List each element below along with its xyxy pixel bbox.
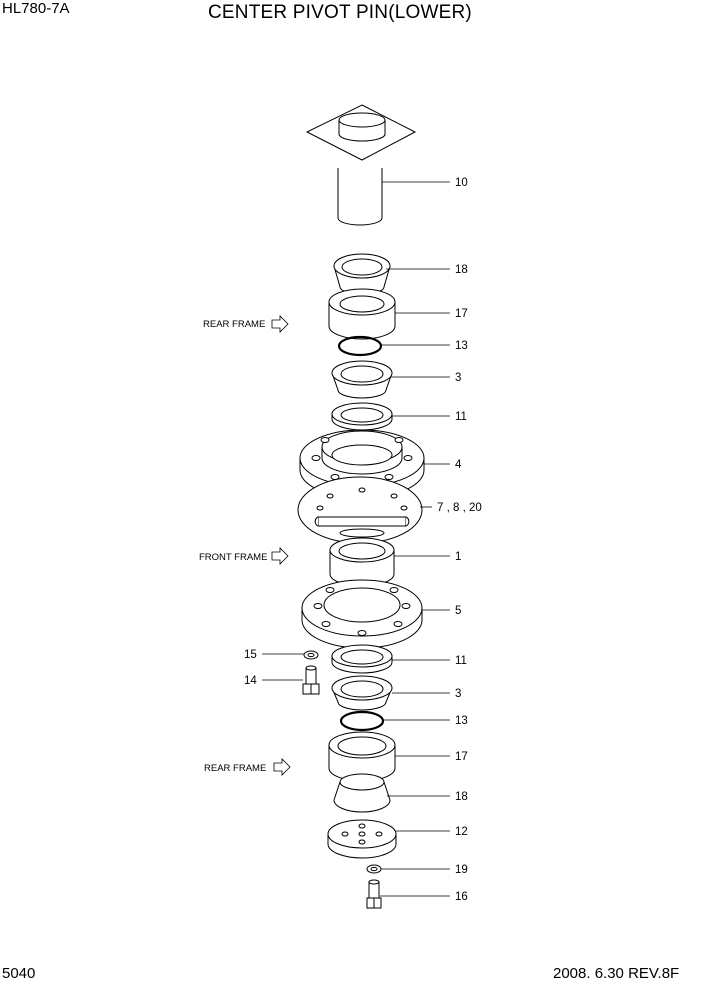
callout-12: 12 <box>455 826 468 838</box>
callout-18-lower: 18 <box>455 791 468 803</box>
arrow-icon <box>274 759 290 775</box>
side-labels <box>199 319 267 774</box>
page-number: 5040 <box>2 965 36 982</box>
arrow-icon <box>272 316 288 332</box>
arrow-icon <box>272 548 288 564</box>
callout-17-lower: 17 <box>455 751 468 763</box>
side-label-rear-frame-lower: REAR FRAME <box>204 763 267 774</box>
part-17-upper-bushing <box>329 289 395 339</box>
callout-16: 16 <box>455 891 468 903</box>
callout-13: 13 <box>455 340 468 352</box>
callout-11: 11 <box>455 411 467 423</box>
part-13-upper-oring <box>339 337 381 355</box>
part-16-bolt <box>367 880 381 908</box>
part-3-upper-cone <box>332 361 392 398</box>
callout-10: 10 <box>455 177 468 189</box>
part-3-lower-cone <box>332 676 392 710</box>
part-13-lower-oring <box>341 712 383 730</box>
callout-7-8-20: 7 , 8 , 20 <box>437 502 482 514</box>
callout-5: 5 <box>455 605 462 617</box>
callout-3: 3 <box>455 372 462 384</box>
part-11-lower-shim <box>332 645 392 673</box>
callout-17: 17 <box>455 308 468 320</box>
part-11-upper-shim <box>332 403 392 430</box>
part-5-flange <box>302 580 422 648</box>
callout-18: 18 <box>455 264 468 276</box>
part-10-pin <box>307 105 415 225</box>
callout-11-lower: 11 <box>455 655 467 667</box>
callout-4: 4 <box>455 459 462 471</box>
callout-19: 19 <box>455 864 468 876</box>
part-14-bolt <box>303 666 319 694</box>
callout-15: 15 <box>244 649 257 661</box>
part-12-end-plate <box>328 820 396 858</box>
side-label-front-frame: FRONT FRAME <box>199 552 268 563</box>
part-18-upper-bushing <box>334 254 390 294</box>
side-label-rear-frame-upper: REAR FRAME <box>203 319 266 330</box>
part-1-bushing <box>330 538 394 586</box>
model-label: HL780-7A <box>2 0 70 17</box>
side-arrows <box>272 316 290 775</box>
callout-14: 14 <box>244 675 257 687</box>
part-18-lower-bushing <box>334 774 390 812</box>
date-revision: 2008. 6.30 REV.8F <box>553 965 680 982</box>
page-title: CENTER PIVOT PIN(LOWER) <box>208 2 472 23</box>
callout-1: 1 <box>455 551 462 563</box>
callout-3-lower: 3 <box>455 688 462 700</box>
part-7-8-20-shim-plate <box>298 477 422 543</box>
part-19-washer <box>367 865 381 873</box>
part-15-washer <box>304 651 318 659</box>
callout-13-lower: 13 <box>455 715 468 727</box>
